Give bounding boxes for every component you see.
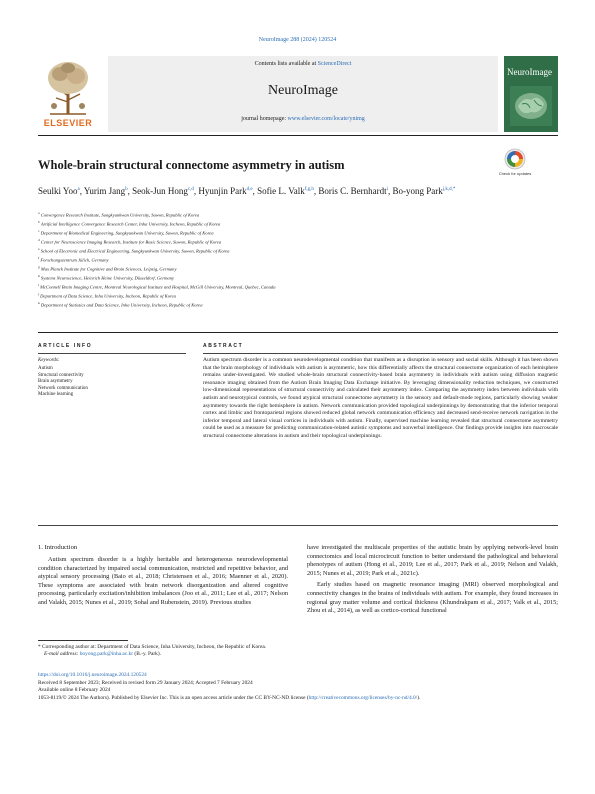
abstract-heading: ABSTRACT: [203, 343, 244, 349]
author-name: Yurim Jang: [83, 186, 126, 196]
affiliation-text: Department of Data Science, Inha University, Incheon, Republic of Korea: [40, 293, 176, 299]
check-for-updates-icon[interactable]: [500, 148, 530, 182]
author-list: Seulki Yoo$^a$, Yurim Jang$^b$, Seok-Jun Hong$^{c,d}$, Hyunjin Park$^{d,e}$, Sofie L. Valk$^{f,g,h}$, Boris C. Bernhardt$^i$, Bo-yong Park$^{j,k,d,*}$: [38, 186, 456, 196]
author-name: Seulki Yoo: [38, 186, 78, 196]
author-affiliation-marker[interactable]: f,g,h: [304, 187, 314, 192]
received-dates: Received 8 September 2023; Received in revised form 29 January 2024; Accepted 7 February 2024: [38, 679, 253, 686]
author-affiliation-marker[interactable]: c,d: [187, 187, 194, 192]
article-footer: [38, 672, 558, 702]
author-name: Boris C. Bernhardt: [318, 186, 387, 196]
affiliation-item: [38, 210, 548, 219]
keyword-item: Autism: [38, 366, 53, 371]
affiliation-item: [38, 273, 548, 282]
affiliation-item: [38, 255, 548, 264]
affiliation-marker: h: [38, 274, 40, 279]
affiliation-text: Department of Statistics and Data Science, Inha University, Incheon, Republic of Korea: [40, 302, 203, 308]
affiliation-marker: i: [38, 283, 39, 288]
affiliation-text: Forschungszentrum Jülich, Germany: [40, 257, 109, 263]
body-column-right: [307, 544, 558, 619]
author-name: Seok-Jun Hong: [132, 186, 188, 196]
affiliation-item: [38, 228, 548, 237]
affiliation-marker: b: [38, 220, 40, 225]
body-column-left: [38, 556, 288, 611]
copyright-line: [38, 695, 558, 703]
title-block-rule: [38, 332, 558, 333]
keyword-item: Machine learning: [38, 392, 74, 398]
affiliation-marker: e: [38, 247, 40, 252]
author-name: Sofie L. Valk: [257, 186, 305, 196]
author[interactable]: [257, 186, 314, 196]
affiliation-list: [38, 210, 548, 309]
affiliation-text: Max Planck Institute for Cognitive and Brain Sciences, Leipzig, Germany: [40, 266, 177, 272]
affiliation-text: McConnell Brain Imaging Centre, Montreal Neurological Institute and Hospital, McGill University, Montreal, Quebec, Canada: [40, 284, 276, 290]
author[interactable]: [393, 186, 456, 196]
homepage-link[interactable]: www.elsevier.com/locate/ynimg: [287, 116, 365, 122]
check-for-updates-label[interactable]: Check for updates: [498, 171, 532, 176]
article-title: Whole-brain structural connectome asymmetry in autism: [38, 158, 345, 172]
affiliation-text: Artificial Intelligence Convergence Research Center, Inha University, Incheon, Republic of Korea: [40, 221, 221, 227]
masthead-rule: [38, 135, 558, 136]
cover-title: NeuroImage: [507, 67, 552, 77]
abstract-text: Autism spectrum disorder is a common neurodevelopmental condition that manifests as a disruption in sensory and social skills. Although it has been shown that the brain morphology of individuals with autism is asymmetric, how this differentially affects the structural connectome organization of each hemisphere remains under-investigated. We studied whole-brain structural connectivity-based brain asymmetry in individuals with autism using diffusion magnetic resonance imaging obtained from the Autism Brain Imaging Data Exchange initiative. By leveraging dimensionality reduction techniques, we constructed low-dimensional representations of structural connectivity and calculated their asymmetry index. Comparing the asymmetry index between individuals with autism and neurotypical controls, we found atypical structural connectome asymmetry in the sensory and default-mode regions, particularly showing weaker asymmetry towards the right hemisphere in autism. Network communication provided topological underpinnings by demonstrating that the inferior temporal cortex and limbic and frontoparietal regions showed reduced global network communication efficiency and decreased send-receive network navigation in the inferior temporal and lateral visual cortices in individuals with autism. Finally, supervised machine learning revealed that structural connectome asymmetry could be used as a measure for predicting communication-related autistic symptoms and nonverbal intelligence. Our findings provide insights into macroscale structural connectome alterations in autism and their topological underpinnings.: [203, 357, 558, 439]
keyword-item: Network communication: [38, 385, 88, 391]
email-label: E-mail address:: [44, 651, 80, 658]
intro-paragraph-1-cont: have investigated the multiscale properties of the autistic brain by applying network-level brain connectomics and local microcircuit function to better understand the pathological and behavioral phenotypes of autism (Hong et al., 2019; Lee et al., 2017; Park et al., 2019; Nelson and Valakh, 2015; Nunes et al., 2019; Park et al., 2021c).: [307, 544, 558, 577]
affiliation-item: [38, 246, 548, 255]
author-affiliation-marker[interactable]: j,k,d,*: [442, 187, 456, 192]
author-affiliation-marker[interactable]: a: [77, 187, 80, 192]
sciencedirect-link[interactable]: ScienceDirect: [317, 61, 352, 67]
contents-line: [108, 61, 498, 67]
doi-link[interactable]: https://doi.org/10.1016/j.neuroimage.2024.120524: [38, 672, 147, 678]
keyword-item: Brain asymmetry: [38, 379, 73, 385]
keyword-item: Structural connectivity: [38, 372, 84, 378]
abstract-rule: [203, 353, 558, 354]
running-head[interactable]: NeuroImage 288 (2024) 120524: [258, 37, 337, 43]
article-info-rule: [38, 353, 186, 354]
intro-paragraph-1: Autism spectrum disorder is a highly heritable and heterogeneous neurodevelopmental condition characterized by impaired social communication, restricted and repetitive behavior, and atypical sensory processing (Baio et al., 2018; Christensen et al., 2016; Maenner et al., 2020). These symptoms are associated with brain network disorganization and altered cognitive processing, particularly excitation/inhibition imbalances (Joo et al., 2011; Lee et al., 2017; Nelson and Valakh, 2015; Nunes et al., 2019; Sohal and Rubenstein, 2019). Previous studies: [38, 556, 288, 606]
affiliation-marker: c: [38, 229, 40, 234]
email-link[interactable]: boyong.park@inha.ac.kr: [79, 651, 134, 658]
affiliation-marker: k: [38, 301, 40, 306]
author-name: Bo-yong Park: [392, 186, 443, 196]
publisher-name: ELSEVIER: [43, 118, 93, 128]
license-link[interactable]: http://creativecommons.org/licenses/by-nc-nd/4.0/: [308, 694, 418, 701]
affiliation-text: Convergence Research Institute, Sungkyunkwan University, Suwon, Republic of Korea: [40, 212, 200, 218]
journal-homepage: [108, 116, 498, 122]
author[interactable]: [198, 186, 252, 196]
keywords-heading: Keywords:: [38, 358, 60, 363]
author[interactable]: [84, 186, 128, 196]
author[interactable]: [132, 186, 194, 196]
author-affiliation-marker[interactable]: b: [125, 187, 128, 192]
affiliation-item: [38, 264, 548, 273]
intro-paragraph-2: Early studies based on magnetic resonance imaging (MRI) observed morphological and connectivity changes in the brains of individuals with autism. For example, they found increases in regional gray matter volume and cortical thickness (Khundrakpam et al., 2017; Valk et al., 2015; Zhou et al., 2014), as well as cortico-cortical functional: [307, 581, 558, 615]
email-suffix: (B.-y. Park).: [133, 651, 162, 658]
footnote: [38, 644, 558, 659]
abstract-bottom-rule: [38, 525, 558, 526]
elsevier-tree-icon: [44, 58, 92, 116]
affiliation-marker: d: [38, 238, 40, 243]
author-affiliation-marker[interactable]: d,e: [246, 187, 253, 192]
available-online: Available online 8 February 2024: [38, 687, 111, 694]
journal-title: NeuroImage: [268, 83, 338, 98]
affiliation-text: Department of Biomedical Engineering, Sungkyunkwan University, Suwon, Republic of Korea: [40, 230, 214, 236]
affiliation-text: Systems Neuroscience, Heinrich Heine University, Düsseldorf, Germany: [40, 275, 175, 281]
article-info-heading: ARTICLE INFO: [38, 343, 93, 349]
affiliation-item: [38, 237, 548, 246]
affiliation-item: [38, 219, 548, 228]
affiliation-text: Center for Neuroscience Imaging Research, Institute for Basic Science, Suwon, Republic of Korea: [40, 239, 222, 245]
corresponding-author-note: * Corresponding author at: Department of Data Science, Inha University, Incheon, the Republic of Korea.: [38, 644, 267, 650]
journal-cover[interactable]: [504, 56, 558, 132]
affiliation-marker: g: [38, 265, 40, 270]
author[interactable]: [38, 186, 80, 196]
affiliation-item: [38, 300, 548, 309]
author-affiliation-marker[interactable]: i: [386, 187, 389, 192]
affiliation-marker: f: [38, 256, 40, 261]
author[interactable]: [318, 186, 388, 196]
copyright-suffix: ).: [417, 694, 421, 701]
section-heading-introduction: 1. Introduction: [38, 544, 78, 551]
elsevier-logo[interactable]: [38, 56, 98, 132]
affiliation-marker: a: [38, 211, 40, 215]
cover-brain-image-icon: [510, 86, 552, 126]
homepage-prefix: journal homepage:: [241, 116, 288, 122]
journal-banner: [108, 56, 498, 132]
copyright-text: 1053-8119/© 2024 The Authors). Published by Elsevier Inc. This is an open access article under the CC BY-NC-ND license (: [38, 694, 309, 701]
footnote-rule: [38, 640, 128, 641]
masthead: [38, 56, 558, 132]
author-name: Hyunjin Park: [198, 186, 247, 196]
affiliation-item: [38, 282, 548, 291]
affiliation-marker: j: [38, 292, 39, 297]
email-line: [38, 651, 558, 658]
affiliation-item: [38, 291, 548, 300]
contents-prefix: Contents lists available at: [254, 61, 318, 67]
keyword-list: [38, 366, 88, 399]
affiliation-text: School of Electronic and Electrical Engineering, Sungkyunkwan University, Suwon, Republic of Korea: [40, 248, 230, 254]
